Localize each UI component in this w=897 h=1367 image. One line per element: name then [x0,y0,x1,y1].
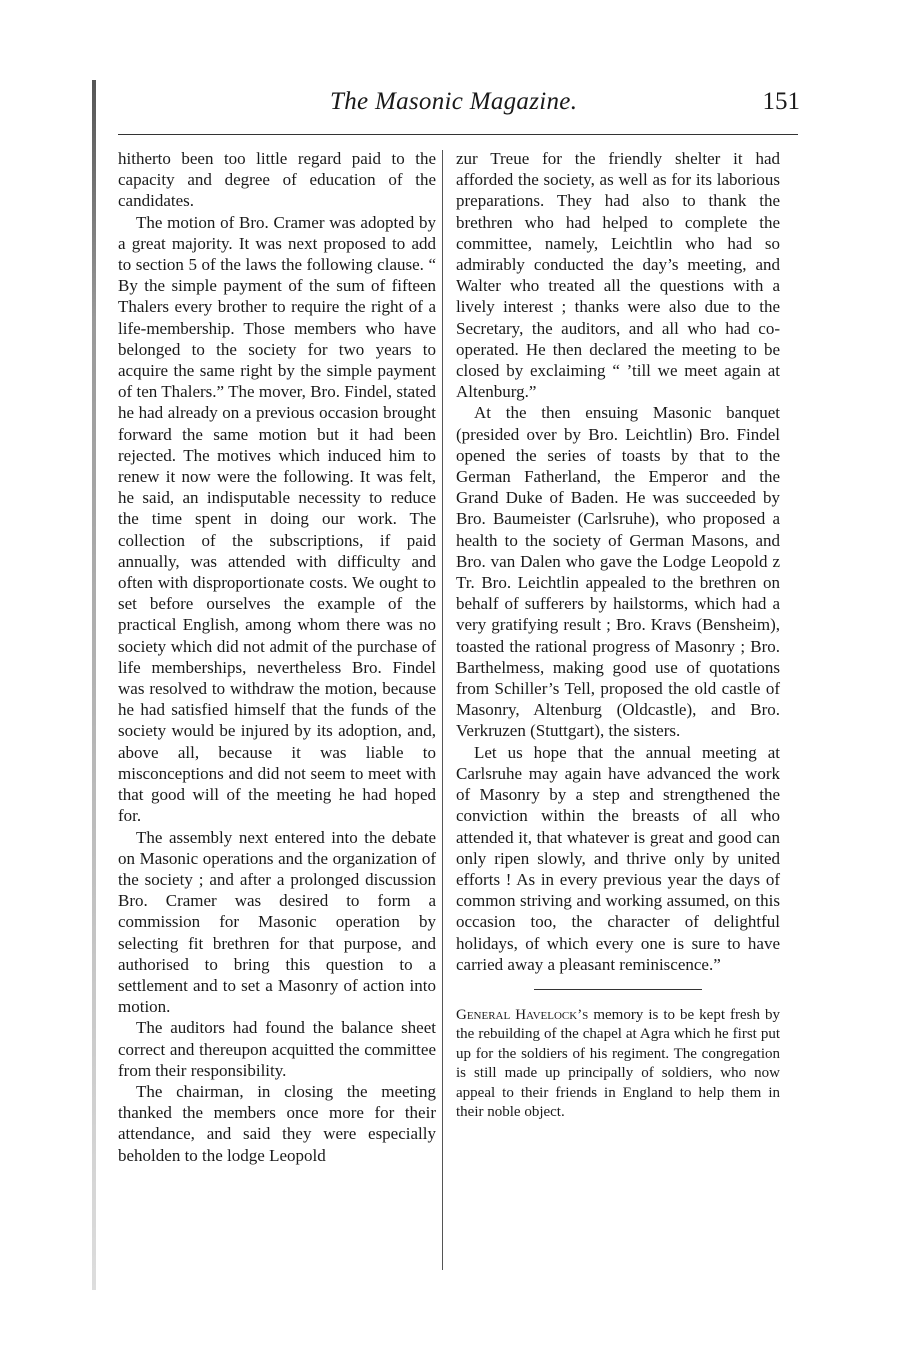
paragraph: zur Treue for the friendly shelter it had afforded the society, as well as for its laborious preparations. They had also to thank the brethren who had helped to complete the committee, namely, Leichtlin who had so admirably conducted the day’s meeting, and Walter who treated all the questions with a lively interest ; thanks were also due to the Secretary, the auditors, and all who had co-operated. He then declared the meeting to be closed by exclaiming “ ’till we meet again at Altenburg.” [456,149,780,402]
paragraph: The motion of Bro. Cramer was adopted by a great majority. It was next proposed to add to section 5 of the laws the following clause. “ By the simple payment of the sum of fifteen Thalers every brother to require the right of a life-membership. Those members who have belonged to the society for two years to acquire the same right by the simple payment of ten Thalers.” The mover, Bro. Findel, stated he had already on a previous occasion brought forward the same motion but it had been rejected. The motives which induced him to renew it now were the following. It was felt, he said, an indisputable necessity to reduce the time spent in doing our work. The collection of the subscriptions, if paid annually, was attended with difficulty and often with disproportionate costs. We ought to set before ourselves the example of the practical English, among whom there was no society which did not admit of the purchase of life memberships, nevertheless Bro. Findel was resolved to withdraw the motion, because he had satisfied himself that the funds of the society would be injured by its adoption, and, above all, because it was liable to misconceptions and did not seem to meet with that good will of the meeting he had hoped for. [118,212,436,826]
paragraph: At the then ensuing Masonic banquet (presided over by Bro. Leichtlin) Bro. Findel opened the series of toasts by that to the German Fatherland, the Emperor and the Grand Duke of Baden. He was succeeded by Bro. Baumeister (Carlsruhe), who proposed a health to the society of German Masons, and Bro. van Dalen who gave the Lodge Leopold z Tr. Bro. Leichtlin appealed to the brethren on behalf of sufferers by hailstorms, which had a very gratifying result ; Bro. Kravs (Bensheim), toasted the rational progress of Masonry ; Bro. Barthelmess, making good use of quotations from Schiller’s Tell, proposed the old castle of Masonry, Altenburg (Oldcastle), and Bro. Verkruzen (Stuttgart), the sisters. [456,403,780,741]
section-rule [534,989,702,990]
note-text: memory is to be kept fresh by the rebuilding of the chapel at Agra which he first put up for the soldiers of his regiment. The congregation is still made up principally of soldiers, who now appeal to their friends in England to help them in their noble object. [456,1006,780,1120]
paragraph: hitherto been too little regard paid to the capacity and degree of education of the candidates. [118,149,436,211]
paragraph: The auditors had found the balance sheet correct and thereupon acquitted the committee from their responsibility. [118,1018,436,1080]
paragraph: The chairman, in closing the meeting thanked the members once more for their attendance, and said they were especially beholden to the lodge Leopold [118,1081,436,1165]
paragraph: The assembly next entered into the debate on Masonic operations and the organization of the society ; and after a prolonged discussion Bro. Cramer was desired to form a commission for Masonic operation by selecting fit brethren for that purpose, and authorised to bring this question to a settlement and to set a Masonry of action into motion. [118,827,436,1017]
column-divider [442,150,443,1270]
binding-edge [92,80,96,1290]
page-number: 151 [762,88,800,115]
page-header [110,82,800,122]
left-column [118,148,436,1166]
note-lead: General Havelock’s [456,1006,589,1023]
header-rule [118,134,798,135]
news-note [456,1006,780,1122]
paragraph: Let us hope that the annual meeting at Carlsruhe may again have advanced the work of Masonry by a step and strengthened the conviction within the breasts of all who attended it, that whatever is great and good can only ripen slowly, and thrive only by united efforts ! As in every previous year the days of common striving and working assumed, on this occasion too, the character of delightful holidays, of which every one is sure to have carried away a pleasant reminiscence.” [456,742,780,974]
right-column [456,148,780,1122]
page-title: The Masonic Magazine. [330,88,578,115]
